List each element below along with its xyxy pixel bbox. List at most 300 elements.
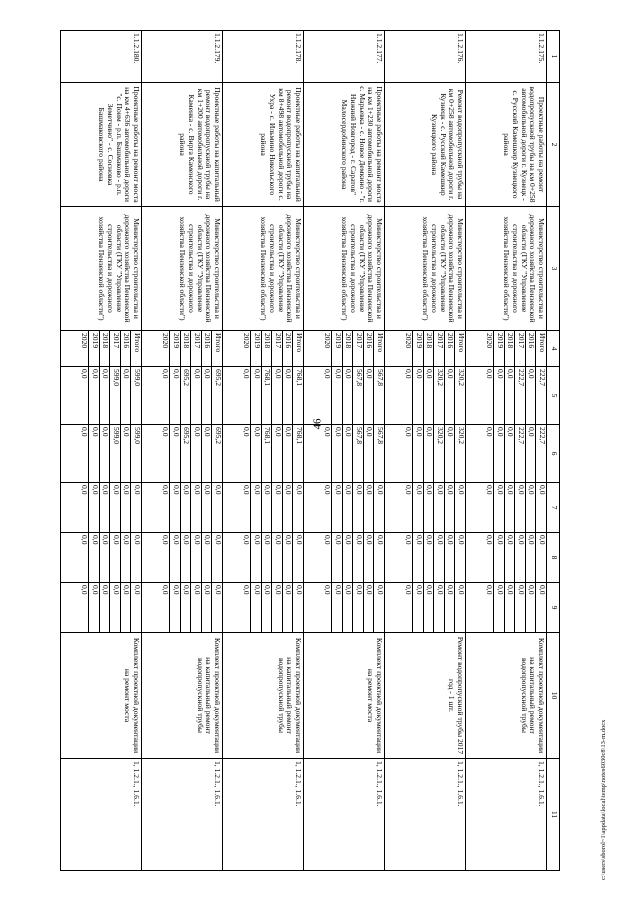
amount-cell-line: 0,0	[180, 583, 191, 632]
amount-cell-line: 0,0	[99, 583, 110, 632]
year-cell-line: Итого	[293, 331, 304, 366]
row-number-cell: 1.1.2.179.	[142, 31, 223, 83]
amount-cell-line: 0,0	[323, 427, 333, 437]
amount-cell-line: 0,0	[342, 533, 353, 582]
amount-cell-line: 0,0	[261, 483, 272, 532]
amount-cell-line: 0,0	[272, 583, 283, 632]
amount-cell	[142, 533, 223, 583]
amount-cell-line: 0,0	[80, 585, 90, 595]
year-cell-line: Итого	[374, 331, 385, 366]
amount-cell-line: 0,0	[282, 533, 293, 582]
year-cell	[223, 331, 304, 367]
total-amount-cell-line: 0,0	[404, 369, 414, 379]
table-row	[142, 31, 223, 871]
amount-cell-line: 0,0	[201, 483, 212, 532]
amount-cell-line: 0,0	[120, 583, 131, 632]
amount-cell-line: 0,0	[99, 425, 110, 482]
amount-cell-line: 0,0	[191, 583, 202, 632]
year-cell	[385, 331, 466, 367]
executor-cell: Министерство строительства и дорожного хозяйства Пензенской области (ГКУ "Управление строительства и дорожного хозяйства Пензенской области")	[304, 207, 385, 331]
year-cell-line: 2017	[110, 331, 121, 366]
year-cell-line: 2017	[191, 331, 202, 366]
result-cell: Ремонт водопропускной трубы 2017 год - 1 шт.	[385, 633, 466, 759]
amount-cell	[466, 583, 547, 633]
year-cell-line: 2017	[272, 331, 283, 366]
amount-cell-line: 0,0	[353, 483, 364, 532]
amount-cell-line: 0,0	[161, 427, 171, 437]
result-cell: Комплект проектной документации на капитальный ремонт водопропускной трубы	[466, 633, 547, 759]
amount-cell-line: 0,0	[293, 583, 304, 632]
amount-cell-line: 0,0	[191, 483, 202, 532]
total-amount-cell-line: 0,0	[323, 369, 333, 379]
amount-cell-line: 0,0	[323, 585, 333, 595]
year-cell-line: 2016	[444, 331, 455, 366]
amount-cell-line: 599,0	[131, 425, 142, 482]
amount-cell	[466, 533, 547, 583]
amount-cell-line: 0,0	[242, 485, 252, 495]
amount-cell-line: 0,0	[413, 425, 424, 482]
amount-cell-line: 0,0	[515, 583, 526, 632]
year-cell-line: 2017	[515, 331, 526, 366]
indicator-cell: 1, 1.2.1., 1.6.1.	[304, 759, 385, 871]
amount-cell-line: 695,2	[180, 425, 191, 482]
amount-cell-line: 320,2	[455, 425, 466, 482]
amount-cell-line: 0,0	[525, 583, 536, 632]
amount-cell-line: 0,0	[342, 583, 353, 632]
amount-cell-line: 567,8	[374, 425, 385, 482]
col-header: 8	[547, 533, 560, 583]
col-header: 2	[547, 83, 560, 207]
year-cell	[304, 331, 385, 367]
total-amount-cell-line: 0,0	[444, 367, 455, 424]
total-amount-cell-line: 0,0	[413, 367, 424, 424]
total-amount-cell-line: 599,0	[110, 367, 121, 424]
amount-cell	[142, 483, 223, 533]
total-amount-cell-line: 0,0	[485, 369, 495, 379]
amount-cell-line: 0,0	[242, 427, 252, 437]
page-number: 46	[311, 418, 324, 430]
amount-cell-line: 599,0	[110, 425, 121, 482]
activity-name-cell: Проектные работы на капитальный ремонт водопропускной трубы на км 1+200 автомобильной дороги г. Каменка - с. Вирга Каменского района	[142, 83, 223, 207]
amount-cell-line: 0,0	[89, 425, 100, 482]
amount-cell	[142, 583, 223, 633]
year-cell-line: 2019	[494, 331, 505, 366]
amount-cell-line: 0,0	[170, 425, 181, 482]
amount-cell-line: 0,0	[191, 425, 202, 482]
amount-cell-line: 0,0	[180, 533, 191, 582]
amount-cell	[142, 425, 223, 483]
col-header: 5	[547, 367, 560, 425]
amount-cell-line: 0,0	[423, 483, 434, 532]
amount-cell	[385, 533, 466, 583]
amount-cell-line: 0,0	[110, 533, 121, 582]
total-amount-cell-line: 0,0	[242, 369, 252, 379]
amount-cell-line: 0,0	[363, 533, 374, 582]
total-amount-cell-line: 0,0	[99, 367, 110, 424]
total-amount-cell-line: 567,8	[374, 367, 385, 424]
amount-cell-line: 0,0	[536, 483, 547, 532]
amount-cell-line: 0,0	[434, 533, 445, 582]
amount-cell-line: 0,0	[282, 583, 293, 632]
total-amount-cell-line: 0,0	[363, 367, 374, 424]
year-cell-line: 2016	[525, 331, 536, 366]
amount-cell-line: 0,0	[293, 483, 304, 532]
year-cell-line: 2018	[99, 331, 110, 366]
amount-cell-line: 0,0	[120, 425, 131, 482]
amount-cell-line: 0,0	[272, 533, 283, 582]
amount-cell	[385, 425, 466, 483]
total-amount-cell-line: 0,0	[423, 367, 434, 424]
amount-cell	[223, 483, 304, 533]
amount-cell-line: 0,0	[272, 483, 283, 532]
amount-cell-line: 0,0	[191, 533, 202, 582]
total-amount-cell-line: 0,0	[161, 369, 171, 379]
amount-cell-line: 0,0	[525, 533, 536, 582]
year-cell-line: 2020	[80, 333, 90, 349]
amount-cell-line: 0,0	[261, 533, 272, 582]
year-cell-line: 2018	[180, 331, 191, 366]
year-cell-line: 2016	[201, 331, 212, 366]
amount-cell-line: 0,0	[536, 533, 547, 582]
amount-cell	[304, 583, 385, 633]
amount-cell-line: 0,0	[242, 535, 252, 545]
amount-cell-line: 0,0	[423, 425, 434, 482]
indicator-cell: 1, 1.2.1., 1.6.1.	[142, 759, 223, 871]
amount-cell	[466, 483, 547, 533]
amount-cell-line: 0,0	[363, 583, 374, 632]
amount-cell-line: 0,0	[332, 483, 343, 532]
amount-cell-line: 0,0	[161, 535, 171, 545]
amount-cell-line: 222,7	[536, 425, 547, 482]
year-cell-line: 2019	[413, 331, 424, 366]
amount-cell-line: 0,0	[251, 425, 262, 482]
amount-cell-line: 0,0	[455, 483, 466, 532]
amount-cell-line: 695,2	[212, 425, 223, 482]
amount-cell-line: 0,0	[404, 427, 414, 437]
total-amount-cell-line: 768,1	[261, 367, 272, 424]
amount-cell-line: 0,0	[212, 583, 223, 632]
result-cell: Комплект проектной документации на капитальный ремонт водопропускной трубы	[142, 633, 223, 759]
amount-cell-line: 0,0	[423, 583, 434, 632]
table-row	[304, 31, 385, 871]
total-amount-cell-line: 222,7	[515, 367, 526, 424]
amount-cell-line: 0,0	[251, 533, 262, 582]
amount-cell-line: 0,0	[525, 425, 536, 482]
total-amount-cell-line: 695,2	[212, 367, 223, 424]
result-cell: Комплект проектной документации на капитальный ремонт водопропускной трубы	[223, 633, 304, 759]
row-number-cell: 1.1.2.177.	[304, 31, 385, 83]
total-amount-cell-line: 567,8	[353, 367, 364, 424]
amount-cell-line: 0,0	[374, 583, 385, 632]
col-header: 3	[547, 207, 560, 331]
row-number-cell: 1.1.2.176.	[385, 31, 466, 83]
amount-cell-line: 0,0	[434, 483, 445, 532]
amount-cell-line: 222,7	[515, 425, 526, 482]
total-amount-cell	[385, 367, 466, 425]
amount-cell-line: 0,0	[201, 533, 212, 582]
amount-cell-line: 0,0	[131, 583, 142, 632]
footer-file-path: c:\users\sborol~1\appdata\local\temp\notes6030c8\13-m.docx	[600, 719, 607, 880]
amount-cell-line: 0,0	[201, 583, 212, 632]
amount-cell-line: 0,0	[485, 485, 495, 495]
amount-cell-line: 0,0	[242, 585, 252, 595]
amount-cell-line: 0,0	[404, 535, 414, 545]
year-cell-line: Итого	[131, 331, 142, 366]
total-amount-cell	[466, 367, 547, 425]
amount-cell-line: 0,0	[161, 485, 171, 495]
year-cell-line: 2019	[251, 331, 262, 366]
total-amount-cell-line: 0,0	[251, 367, 262, 424]
amount-cell-line: 0,0	[525, 483, 536, 532]
year-cell	[142, 331, 223, 367]
amount-cell-line: 0,0	[89, 583, 100, 632]
amount-cell-line: 0,0	[170, 483, 181, 532]
amount-cell-line: 0,0	[110, 583, 121, 632]
total-amount-cell-line: 0,0	[191, 367, 202, 424]
table-body	[61, 31, 547, 871]
year-cell-line: 2018	[342, 331, 353, 366]
amount-cell-line: 0,0	[515, 533, 526, 582]
amount-cell-line: 0,0	[80, 485, 90, 495]
year-cell	[61, 331, 142, 367]
result-cell: Комплект проектной документации на ремонт моста	[61, 633, 142, 759]
amount-cell	[61, 533, 142, 583]
amount-cell-line: 0,0	[131, 483, 142, 532]
amount-cell-line: 0,0	[120, 533, 131, 582]
amount-cell-line: 0,0	[99, 483, 110, 532]
year-cell-line: 2018	[504, 331, 515, 366]
indicator-cell: 1, 1.2.1., 1.6.1.	[466, 759, 547, 871]
amount-cell-line: 0,0	[494, 425, 505, 482]
total-amount-cell-line: 222,7	[536, 367, 547, 424]
amount-cell-line: 0,0	[485, 427, 495, 437]
amount-cell-line: 0,0	[332, 425, 343, 482]
year-cell-line: 2020	[161, 333, 171, 349]
amount-cell-line: 0,0	[504, 583, 515, 632]
col-header: 4	[547, 331, 560, 367]
executor-cell: Министерство строительства и дорожного хозяйства Пензенской области (ГКУ "Управление строительства и дорожного хозяйства Пензенской области")	[142, 207, 223, 331]
header-row	[547, 31, 560, 871]
total-amount-cell	[61, 367, 142, 425]
executor-cell: Министерство строительства и дорожного хозяйства Пензенской области (ГКУ "Управление строительства и дорожного хозяйства Пензенской области")	[61, 207, 142, 331]
amount-cell	[61, 583, 142, 633]
amount-cell-line: 0,0	[485, 585, 495, 595]
amount-cell-line: 0,0	[89, 533, 100, 582]
total-amount-cell-line: 0,0	[525, 367, 536, 424]
year-cell-line: 2019	[332, 331, 343, 366]
amount-cell	[223, 533, 304, 583]
amount-cell-line: 0,0	[212, 533, 223, 582]
program-table	[60, 30, 560, 871]
amount-cell-line: 0,0	[251, 583, 262, 632]
amount-cell-line: 0,0	[455, 583, 466, 632]
year-cell-line: Итого	[455, 331, 466, 366]
amount-cell-line: 0,0	[170, 533, 181, 582]
amount-cell-line: 0,0	[413, 483, 424, 532]
total-amount-cell-line: 0,0	[494, 367, 505, 424]
year-cell-line: 2020	[242, 333, 252, 349]
amount-cell	[385, 483, 466, 533]
amount-cell-line: 0,0	[272, 425, 283, 482]
amount-cell-line: 0,0	[494, 483, 505, 532]
rotated-table-container	[50, 30, 560, 870]
col-header: 1	[547, 31, 560, 83]
amount-cell-line: 0,0	[494, 533, 505, 582]
amount-cell-line: 0,0	[363, 483, 374, 532]
amount-cell-line: 0,0	[353, 583, 364, 632]
amount-cell-line: 0,0	[120, 483, 131, 532]
amount-cell-line: 0,0	[353, 533, 364, 582]
total-amount-cell-line: 768,1	[293, 367, 304, 424]
total-amount-cell-line: 0,0	[170, 367, 181, 424]
amount-cell	[385, 583, 466, 633]
amount-cell-line: 0,0	[80, 535, 90, 545]
activity-name-cell: Проектные работы на ремонт водопропускной трубы на км 0+258 автомобильной дороги г. Кузнецк - с. Русский Камешкир Кузнецкого района	[466, 83, 547, 207]
amount-cell	[223, 583, 304, 633]
amount-cell-line: 0,0	[423, 533, 434, 582]
row-number-cell: 1.1.2.178.	[223, 31, 304, 83]
amount-cell-line: 0,0	[323, 485, 333, 495]
total-amount-cell	[304, 367, 385, 425]
year-cell-line: 2020	[485, 333, 495, 349]
year-cell-line: 2018	[261, 331, 272, 366]
total-amount-cell-line: 0,0	[201, 367, 212, 424]
col-header: 6	[547, 425, 560, 483]
amount-cell-line: 0,0	[515, 483, 526, 532]
amount-cell-line: 0,0	[404, 485, 414, 495]
total-amount-cell-line: 599,0	[131, 367, 142, 424]
year-cell-line: 2016	[282, 331, 293, 366]
row-number-cell: 1.1.2.180.	[61, 31, 142, 83]
amount-cell-line: 0,0	[374, 483, 385, 532]
amount-cell-line: 0,0	[444, 533, 455, 582]
amount-cell-line: 320,2	[434, 425, 445, 482]
total-amount-cell-line: 320,2	[434, 367, 445, 424]
amount-cell	[304, 425, 385, 483]
year-cell-line: 2019	[89, 331, 100, 366]
total-amount-cell-line: 0,0	[282, 367, 293, 424]
total-amount-cell-line: 320,2	[455, 367, 466, 424]
total-amount-cell-line: 0,0	[272, 367, 283, 424]
amount-cell-line: 0,0	[282, 483, 293, 532]
total-amount-cell	[142, 367, 223, 425]
amount-cell	[61, 425, 142, 483]
amount-cell-line: 0,0	[89, 483, 100, 532]
col-header: 10	[547, 633, 560, 759]
table-row	[385, 31, 466, 871]
amount-cell	[304, 483, 385, 533]
row-number-cell: 1.1.2.175.	[466, 31, 547, 83]
amount-cell-line: 0,0	[342, 483, 353, 532]
amount-cell-line: 0,0	[444, 483, 455, 532]
amount-cell-line: 0,0	[485, 535, 495, 545]
amount-cell-line: 0,0	[282, 425, 293, 482]
year-cell-line: 2017	[353, 331, 364, 366]
year-cell-line: Итого	[536, 331, 547, 366]
amount-cell-line: 768,1	[261, 425, 272, 482]
result-cell: Комплект проектной документации на ремонт моста	[304, 633, 385, 759]
year-cell-line: 2020	[404, 333, 414, 349]
year-cell-line: 2019	[170, 331, 181, 366]
indicator-cell: 1, 1.2.1., 1.6.1.	[223, 759, 304, 871]
indicator-cell: 1, 1.2.1., 1.6.1.	[385, 759, 466, 871]
amount-cell	[223, 425, 304, 483]
table-row	[223, 31, 304, 871]
total-amount-cell-line: 695,2	[180, 367, 191, 424]
amount-cell-line: 0,0	[363, 425, 374, 482]
amount-cell-line: 0,0	[504, 425, 515, 482]
executor-cell: Министерство строительства и дорожного хозяйства Пензенской области (ГКУ "Управление строительства и дорожного хозяйства Пензенской области")	[466, 207, 547, 331]
col-header: 11	[547, 759, 560, 871]
amount-cell-line: 0,0	[201, 425, 212, 482]
activity-name-cell: Проектные работы на ремонт моста на км 1+230 автомобильной дороги с. Марьевка - с. Новое Демкино - "г. Нижний Новгород - г. Саратов" Малосердобинского района	[304, 83, 385, 207]
amount-cell-line: 0,0	[504, 483, 515, 532]
amount-cell-line: 0,0	[413, 533, 424, 582]
activity-name-cell: Ремонт водопропускной трубы на км 0+258 автомобильной дороги г. Кузнецк - с. Русский Камешкир Кузнецкого района	[385, 83, 466, 207]
amount-cell-line: 0,0	[413, 583, 424, 632]
amount-cell-line: 567,8	[353, 425, 364, 482]
amount-cell-line: 0,0	[444, 583, 455, 632]
year-cell-line: 2016	[120, 331, 131, 366]
amount-cell-line: 0,0	[293, 533, 304, 582]
amount-cell-line: 0,0	[251, 483, 262, 532]
table-row	[61, 31, 142, 871]
indicator-cell: 1, 1.2.1., 1.6.1.	[61, 759, 142, 871]
amount-cell-line: 0,0	[374, 533, 385, 582]
total-amount-cell-line: 0,0	[332, 367, 343, 424]
amount-cell-line: 0,0	[161, 585, 171, 595]
amount-cell-line: 768,1	[293, 425, 304, 482]
amount-cell-line: 0,0	[494, 583, 505, 632]
col-header: 9	[547, 583, 560, 633]
amount-cell	[61, 483, 142, 533]
amount-cell-line: 0,0	[332, 533, 343, 582]
total-amount-cell-line: 0,0	[80, 369, 90, 379]
amount-cell-line: 0,0	[342, 425, 353, 482]
amount-cell-line: 0,0	[80, 427, 90, 437]
total-amount-cell-line: 0,0	[342, 367, 353, 424]
amount-cell-line: 0,0	[323, 535, 333, 545]
amount-cell-line: 0,0	[212, 483, 223, 532]
amount-cell-line: 0,0	[434, 583, 445, 632]
year-cell	[466, 331, 547, 367]
amount-cell-line: 0,0	[504, 533, 515, 582]
activity-name-cell: Проектные работы на капитальный ремонт водопропускной трубы на км 8+498 автомобильной дороги с. Ухра - с. Ильмино Никольского района	[223, 83, 304, 207]
year-cell-line: 2018	[423, 331, 434, 366]
amount-cell-line: 0,0	[99, 533, 110, 582]
table-row	[466, 31, 547, 871]
amount-cell-line: 0,0	[444, 425, 455, 482]
activity-name-cell: Проектные работы на ремонт моста на км 4+636 автомобильной дороги "с. Поим - р.п. Башмаково - р.п. Земетчино" - с. Сосновка Башмаковского района	[61, 83, 142, 207]
year-cell-line: Итого	[212, 331, 223, 366]
amount-cell-line: 0,0	[455, 533, 466, 582]
amount-cell-line: 0,0	[131, 533, 142, 582]
amount-cell-line: 0,0	[180, 483, 191, 532]
total-amount-cell-line: 0,0	[120, 367, 131, 424]
amount-cell-line: 0,0	[170, 583, 181, 632]
amount-cell-line: 0,0	[536, 583, 547, 632]
total-amount-cell	[223, 367, 304, 425]
amount-cell-line: 0,0	[404, 585, 414, 595]
col-header: 7	[547, 483, 560, 533]
year-cell-line: 2020	[323, 333, 333, 349]
executor-cell: Министерство строительства и дорожного хозяйства Пензенской области (ГКУ "Управление строительства и дорожного хозяйства Пензенской области")	[385, 207, 466, 331]
executor-cell: Министерство строительства и дорожного хозяйства Пензенской области (ГКУ "Управление строительства и дорожного хозяйства Пензенской области")	[223, 207, 304, 331]
amount-cell	[304, 533, 385, 583]
amount-cell-line: 0,0	[332, 583, 343, 632]
amount-cell-line: 0,0	[110, 483, 121, 532]
amount-cell	[466, 425, 547, 483]
